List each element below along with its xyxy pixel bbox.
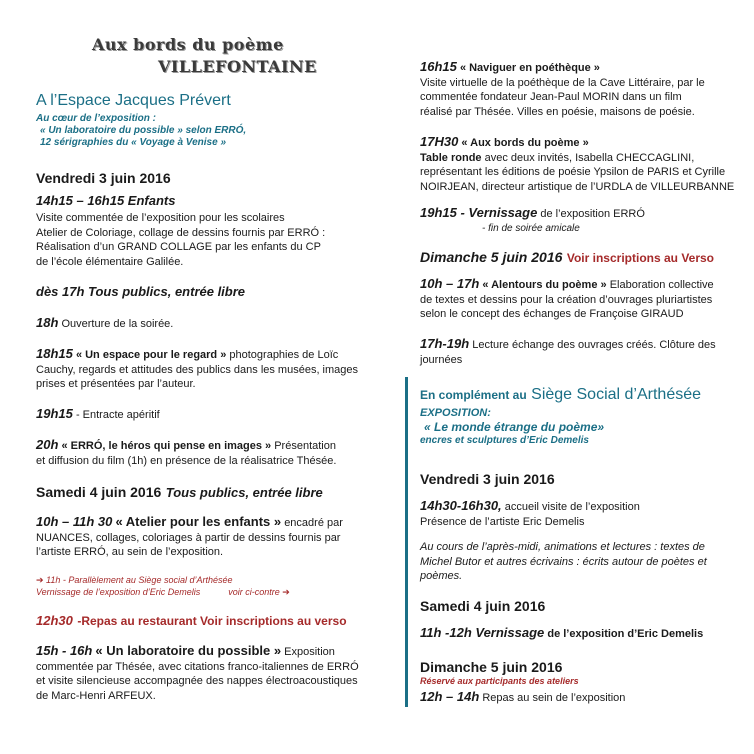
day-heading: Vendredi 3 juin 2016 — [420, 471, 555, 487]
day-heading-row — [420, 249, 754, 267]
event-time: 18h — [36, 315, 59, 330]
event-time: 15h - 16h — [36, 643, 93, 658]
box-border — [405, 377, 408, 707]
event-text: Ouverture de la soirée. — [61, 318, 174, 330]
event-text: photographies de Loïc — [229, 349, 339, 361]
text-line: Cauchy, regards et attitudes des publics dans les musées, images — [36, 363, 359, 376]
event-time: 10h – 11h 30 — [36, 514, 113, 529]
expo-label: EXPOSITION: — [420, 407, 491, 419]
parallel-note — [36, 574, 366, 598]
text-line: Présence de l’artiste Eric Demelis — [420, 515, 585, 528]
event-row — [420, 499, 754, 529]
day-note: Réservé aux participants des ateliers — [420, 676, 579, 686]
event-title: « Un laboratoire du possible » — [95, 643, 282, 658]
text-line: Au cours de l’après-midi, animations et lectures : textes de — [420, 541, 705, 553]
event-time: 12h30 — [36, 613, 73, 628]
event-title: « ERRÓ, le héros qui pense en images » — [61, 440, 272, 452]
event-time: 10h – 17h — [420, 276, 480, 291]
event-row — [420, 626, 754, 642]
event-text: -Repas au restaurant Voir inscriptions au verso — [77, 614, 347, 628]
event-row — [36, 407, 366, 423]
event-time: 11h -12h Vernissage — [420, 625, 545, 640]
event-text: Présentation — [274, 440, 336, 452]
expo-subtitle: encres et sculptures d’Eric Demelis — [420, 435, 589, 446]
event-description — [420, 540, 754, 584]
event-title: « Aux bords du poème » — [461, 137, 589, 149]
event-row — [36, 644, 366, 703]
text-line: Réalisation d’un GRAND COLLAGE par les enfants du CP — [36, 241, 321, 253]
box-expo — [420, 406, 754, 448]
intro-line: Au cœur de l’exposition : — [36, 113, 157, 124]
text-line: NUANCES, collages, coloriages à partir de dessins fournis par — [36, 531, 341, 544]
text-line: NOIRJEAN, directeur artistique de l’URDLA de VILLEURBANNE — [420, 180, 735, 193]
event-time: 12h – 14h — [420, 689, 480, 704]
day-heading: Dimanche 5 juin 2016 — [420, 249, 563, 265]
event-text: accueil visite de l’exposition — [504, 501, 640, 513]
day-heading: Vendredi 3 juin 2016 — [36, 170, 171, 186]
text-line: représentant les éditions de poésie Ypsilon de PARIS et Cyrille — [420, 166, 726, 178]
text-line: de Marc-Henri ARFEUX. — [36, 689, 156, 702]
text-line: poèmes. — [420, 570, 463, 582]
event-time: 18h15 — [36, 346, 73, 361]
day-heading: Samedi 4 juin 2016 — [420, 598, 546, 614]
box-lead: En complément au — [420, 388, 527, 402]
event-row — [420, 337, 754, 367]
event-time: 16h15 — [420, 59, 457, 74]
text-line: Visite commentée de l’exposition pour les scolaires — [36, 212, 285, 224]
intro — [36, 113, 366, 149]
event-text: - Entracte apéritif — [75, 409, 160, 421]
day-note: Tous publics, entrée libre — [165, 485, 323, 500]
event-row — [36, 515, 366, 560]
event-lead: Table ronde — [420, 151, 482, 164]
event-row — [36, 438, 366, 468]
event-title: « Naviguer en poéthèque » — [459, 62, 600, 74]
event-text: de l’exposition d’Eric Demelis — [547, 628, 704, 640]
text-line: commentée fondateur Jean-Paul MORIN dans un film — [420, 91, 682, 103]
event-time: 19h15 - Vernissage — [420, 205, 538, 220]
text-line: ➔ 11h - Parallèlement au Siège social d’Arthésée — [36, 575, 233, 585]
day-heading: Samedi 4 juin 2016 — [36, 484, 162, 500]
day-heading-row — [36, 484, 366, 502]
event-time: 14h30-16h30, — [420, 498, 502, 513]
box-venue: Siège Social d’Arthésée — [531, 386, 702, 403]
text-line: de textes et dessins pour la création d’ouvrages pluriartistes — [420, 293, 713, 306]
event-text: avec deux invités, Isabella CHECCAGLINI, — [484, 151, 695, 164]
event-subnote: - fin de soirée amicale — [482, 222, 580, 234]
text-line: réalisé par Thésée. Villes en poésie, maisons de poésie. — [420, 105, 695, 118]
poster-title-line1: Aux bords du poème — [92, 35, 284, 54]
event-row — [420, 690, 754, 706]
event-title: « Alentours du poème » — [482, 279, 607, 291]
event-row — [36, 347, 366, 392]
text-line: et diffusion du film (1h) en présence de la réalisatrice Thésée. — [36, 454, 337, 467]
event-time: 17H30 — [420, 134, 459, 149]
event-row — [36, 316, 366, 332]
text-line: Vernissage de l’exposition d’Eric Demelis — [36, 587, 201, 597]
event-row — [420, 277, 754, 322]
intro-line: 12 sérigraphies du « Voyage à Venise » — [40, 137, 227, 148]
event-row — [36, 612, 366, 630]
see-opposite-link: voir ci-contre ➔ — [228, 587, 290, 597]
text-line: commentée par Thésée, avec citations franco-italiennes de ERRÓ — [36, 660, 359, 673]
poster-title-line2: VILLEFONTAINE — [158, 57, 317, 76]
text-line: journées — [420, 353, 463, 366]
text-line: de l’école élémentaire Galilée. — [36, 255, 184, 268]
text-line: selon le concept des échanges de Françoise GIRAUD — [420, 308, 684, 320]
text-line: et visite silencieuse accompagnée des nappes électroacoustiques — [36, 675, 358, 687]
event-text: encadré par — [284, 517, 343, 529]
box-heading — [420, 386, 754, 404]
event-row — [420, 135, 754, 194]
text-line: Michel Butor et autres écrivains : écrits autour de poètes et — [420, 555, 707, 568]
event-title: « Un espace pour le regard » — [75, 349, 227, 361]
text-line: Visite virtuelle de la poéthèque de la Cave Littéraire, par le — [420, 76, 705, 89]
event-text: de l’exposition ERRÓ — [540, 208, 645, 220]
event-time: 14h15 – 16h15 Enfants — [36, 193, 176, 208]
event-text: Elaboration collective — [609, 279, 714, 291]
day-heading: Dimanche 5 juin 2016 — [420, 659, 563, 675]
event-time: 19h15 — [36, 406, 73, 421]
event-row — [420, 206, 754, 236]
event-time: 20h — [36, 437, 59, 452]
text-line: l’artiste ERRÓ, au sein de l’exposition. — [36, 546, 224, 558]
event-text: Lecture échange des ouvrages créés. Clôture des — [472, 339, 716, 351]
venue-heading: A l’Espace Jacques Prévert — [36, 92, 231, 109]
event-text: Repas au sein de l’exposition — [482, 692, 626, 704]
event-row — [420, 60, 754, 119]
text-line: Atelier de Coloriage, collage de dessins fournis par ERRÓ : — [36, 226, 326, 239]
event-text: Exposition — [284, 646, 335, 658]
event-time: 17h-19h — [420, 336, 470, 351]
expo-title: « Le monde étrange du poème» — [424, 420, 605, 434]
event-title: « Atelier pour les enfants » — [115, 514, 282, 529]
day-note: Voir inscriptions au Verso — [566, 251, 715, 265]
intro-line: « Un laboratoire du possible » selon ERRÓ, — [40, 125, 247, 136]
text-line: prises et présentées par l’auteur. — [36, 378, 196, 390]
event-description — [36, 211, 366, 269]
event-public: dès 17h Tous publics, entrée libre — [36, 284, 246, 299]
